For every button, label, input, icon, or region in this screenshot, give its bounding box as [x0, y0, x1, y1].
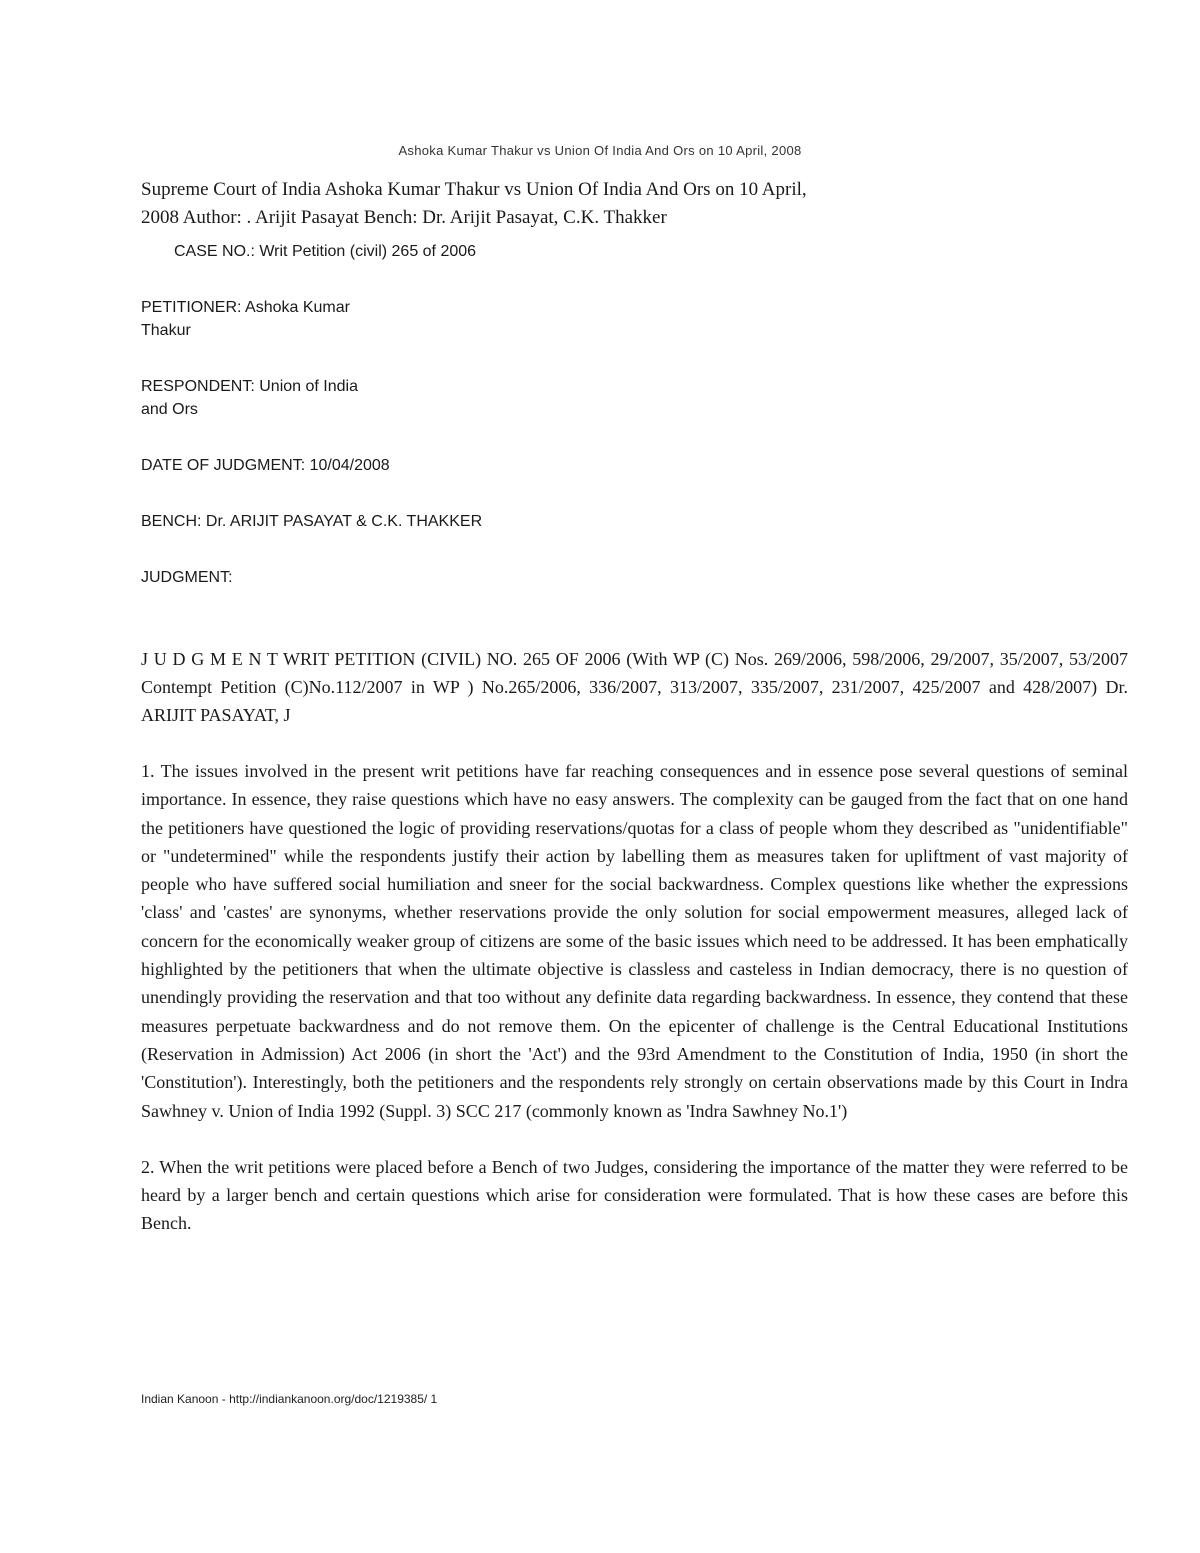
- page-header: Ashoka Kumar Thakur vs Union Of India And Ors on 10 April, 2008: [398, 143, 802, 158]
- paragraph-2: 2. When the writ petitions were placed before a Bench of two Judges, considering the importance of the matter they were referred to be heard by a larger bench and certain questions which arise for consideration were formulated. That is how these cases are before this Bench.: [141, 1156, 1128, 1234]
- judgment-label: JUDGMENT:: [141, 569, 233, 586]
- document-title: Supreme Court of India Ashoka Kumar Thakur vs Union Of India And Ors on 10 April, 2008 Author: . Arijit Pasayat Bench: Dr. Arijit Pasayat, C.K. Thakker: [141, 179, 807, 228]
- page-footer: Indian Kanoon - http://indiankanoon.org/doc/1219385/ 1: [141, 1392, 438, 1406]
- paragraph-1: 1. The issues involved in the present writ petitions have far reaching consequences and in essence pose several questions of seminal importance. In essence, they raise questions which have no easy answers. The complexity can be gauged from the fact that on one hand the petitioners have questioned the logic of providing reservations/quotas for a class of people whom they described as "unidentifiable" or "undetermined" while the respondents justify their action by labelling them as measures taken for upliftment of vast majority of people who have suffered social humiliation and sneer for the social backwardness. Complex questions like whether the expressions 'class' and 'castes' are synonyms, whether reservations provide the only solution for social empowerment measures, alleged lack of concern for the economically weaker group of citizens are some of the basic issues which need to be addressed. It has been emphatically highlighted by the petitioners that when the ultimate objective is classless and casteless in Indian democracy, there is no question of unendingly providing the reservation and that too without any definite data regarding backwardness. In essence, they contend that these measures perpetuate backwardness and do not remove them. On the epicenter of challenge is the Central Educational Institutions (Reservation in Admission) Act 2006 (in short the 'Act') and the 93rd Amendment to the Constitution of India, 1950 (in short the 'Constitution'). Interestingly, both the petitioners and the respondents rely strongly on certain observations made by this Court in Indra Sawhney v. Union of India 1992 (Suppl. 3) SCC 217 (commonly known as 'Indra Sawhney No.1'): [141, 761, 1128, 1121]
- date-of-judgment: DATE OF JUDGMENT: 10/04/2008: [141, 457, 390, 474]
- bench: BENCH: Dr. ARIJIT PASAYAT & C.K. THAKKER: [141, 513, 483, 530]
- respondent: RESPONDENT: Union of India and Ors: [141, 378, 358, 418]
- judgment-heading: J U D G M E N T WRIT PETITION (CIVIL) NO. 265 OF 2006 (With WP (C) Nos. 269/2006, 598/2006, 29/2007, 35/2007, 53/2007 Contempt Petition (C)No.112/2007 in WP ) No.265/2006, 336/2007, 313/2007, 335/2007, 231/2007, 425/2007 and 428/2007) Dr. ARIJIT PASAYAT, J: [141, 649, 1128, 725]
- case-number: CASE NO.: Writ Petition (civil) 265 of 2006: [174, 243, 477, 260]
- document-body: [141, 176, 1128, 1238]
- petitioner: PETITIONER: Ashoka Kumar Thakur: [141, 299, 350, 339]
